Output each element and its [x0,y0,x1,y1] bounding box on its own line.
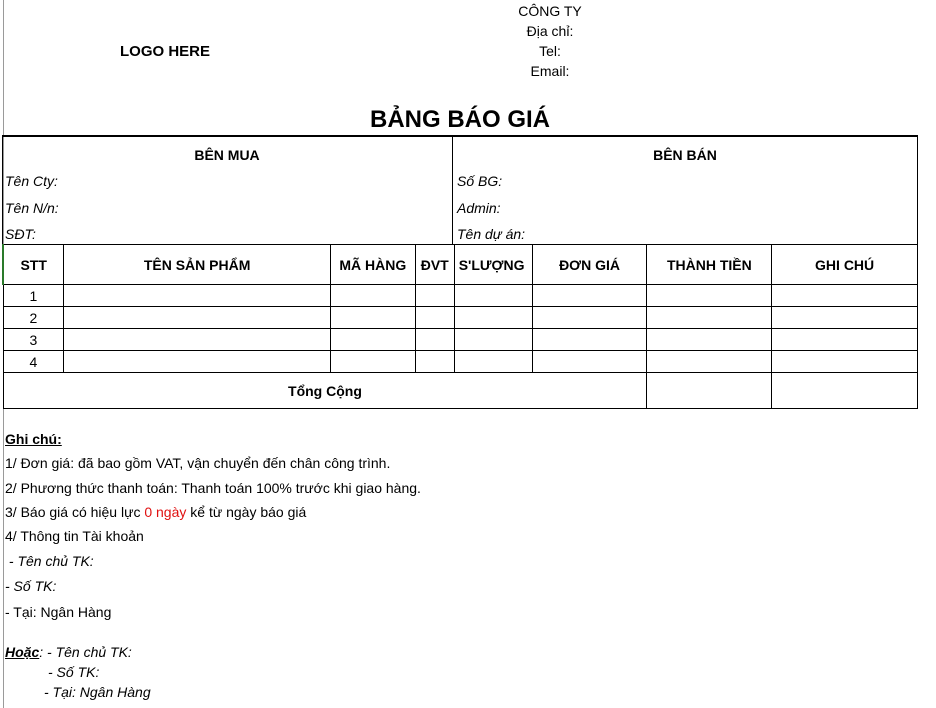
account-bank-label: - Tại: Ngân Hàng [5,604,112,620]
total-remarks-cell[interactable] [772,373,918,409]
cell-product-name[interactable] [64,351,330,373]
page-title: BẢNG BÁO GIÁ [370,106,550,133]
cell-unit-price[interactable] [532,307,647,329]
notes-heading: Ghi chú: [5,431,62,447]
note-line-4: 4/ Thông tin Tài khoản [5,528,144,544]
col-header-quantity: S'LƯỢNG [454,245,532,285]
col-header-unit: ĐVT [415,245,454,285]
table-row [3,351,918,373]
note-line-2: 2/ Phương thức thanh toán: Thanh toán 100% trước khi giao hàng. [5,480,421,496]
total-label: Tổng Cộng [3,373,647,409]
note-line-3-suffix: kể từ ngày báo giá [186,504,307,520]
cell-remarks[interactable] [772,351,918,373]
table-row [3,307,918,329]
row-stt: 2 [3,307,64,329]
cell-amount[interactable] [647,329,772,351]
cell-amount[interactable] [647,307,772,329]
account-number-label: - Số TK: [5,578,57,594]
validity-days: 0 ngày [144,504,187,520]
cell-quantity[interactable] [454,307,532,329]
note-line-1: 1/ Đơn giá: đã bao gồm VAT, vận chuyển đến chân công trình. [5,455,391,471]
col-header-product-name: TÊN SẢN PHẨM [64,245,330,285]
row-stt: 4 [3,351,64,373]
alt-account-owner-label: : - Tên chủ TK: [39,644,132,660]
cell-item-code[interactable] [330,329,415,351]
table-row [3,329,918,351]
cell-unit-price[interactable] [532,285,647,307]
seller-project-label: Tên dự án: [457,226,526,242]
row-stt: 1 [3,285,64,307]
total-row [3,373,918,409]
alt-account-number-label: - Số TK: [48,664,100,680]
seller-quote-no-label: Số BG: [457,173,503,189]
buyer-company-label: Tên Cty: [5,173,58,189]
cell-item-code[interactable] [330,351,415,373]
company-address-label: Địa chỉ: [526,23,574,39]
table-row [3,285,918,307]
company-tel-label: Tel: [539,43,561,59]
col-header-amount: THÀNH TIỀN [647,245,772,285]
cell-item-code[interactable] [330,307,415,329]
cell-item-code[interactable] [330,285,415,307]
cell-unit[interactable] [415,307,454,329]
cell-remarks[interactable] [772,285,918,307]
cell-unit-price[interactable] [532,351,647,373]
cell-quantity[interactable] [454,351,532,373]
cell-unit-price[interactable] [532,329,647,351]
product-table [2,244,918,409]
buyer-phone-label: SĐT: [5,226,36,242]
total-amount-cell[interactable] [647,373,772,409]
company-name: CÔNG TY [518,3,582,19]
cell-product-name[interactable] [64,307,330,329]
cell-product-name[interactable] [64,329,330,351]
row-stt: 3 [3,329,64,351]
alt-account-bank-label: - Tại: Ngân Hàng [44,684,151,700]
buyer-heading: BÊN MUA [194,147,260,163]
seller-admin-label: Admin: [457,200,501,216]
alt-account-line [5,644,132,660]
note-line-3-prefix: 3/ Báo giá có hiệu lực [5,504,145,520]
cell-quantity[interactable] [454,329,532,351]
cell-amount[interactable] [647,351,772,373]
cell-remarks[interactable] [772,307,918,329]
logo-placeholder: LOGO HERE [120,43,211,60]
cell-product-name[interactable] [64,285,330,307]
account-owner-label: - Tên chủ TK: [5,553,94,569]
cell-quantity[interactable] [454,285,532,307]
cell-unit[interactable] [415,351,454,373]
col-header-item-code: MÃ HÀNG [330,245,415,285]
cell-unit[interactable] [415,329,454,351]
alt-label: Hoặc [5,644,40,660]
cell-amount[interactable] [647,285,772,307]
col-header-remarks: GHI CHÚ [772,245,918,285]
table-header-row [3,245,918,285]
col-header-stt: STT [3,245,64,285]
buyer-contact-label: Tên N/n: [5,200,59,216]
seller-heading: BÊN BÁN [653,147,717,163]
note-line-3 [5,504,306,520]
company-email-label: Email: [530,63,570,79]
cell-remarks[interactable] [772,329,918,351]
col-header-unit-price: ĐƠN GIÁ [532,245,647,285]
cell-unit[interactable] [415,285,454,307]
